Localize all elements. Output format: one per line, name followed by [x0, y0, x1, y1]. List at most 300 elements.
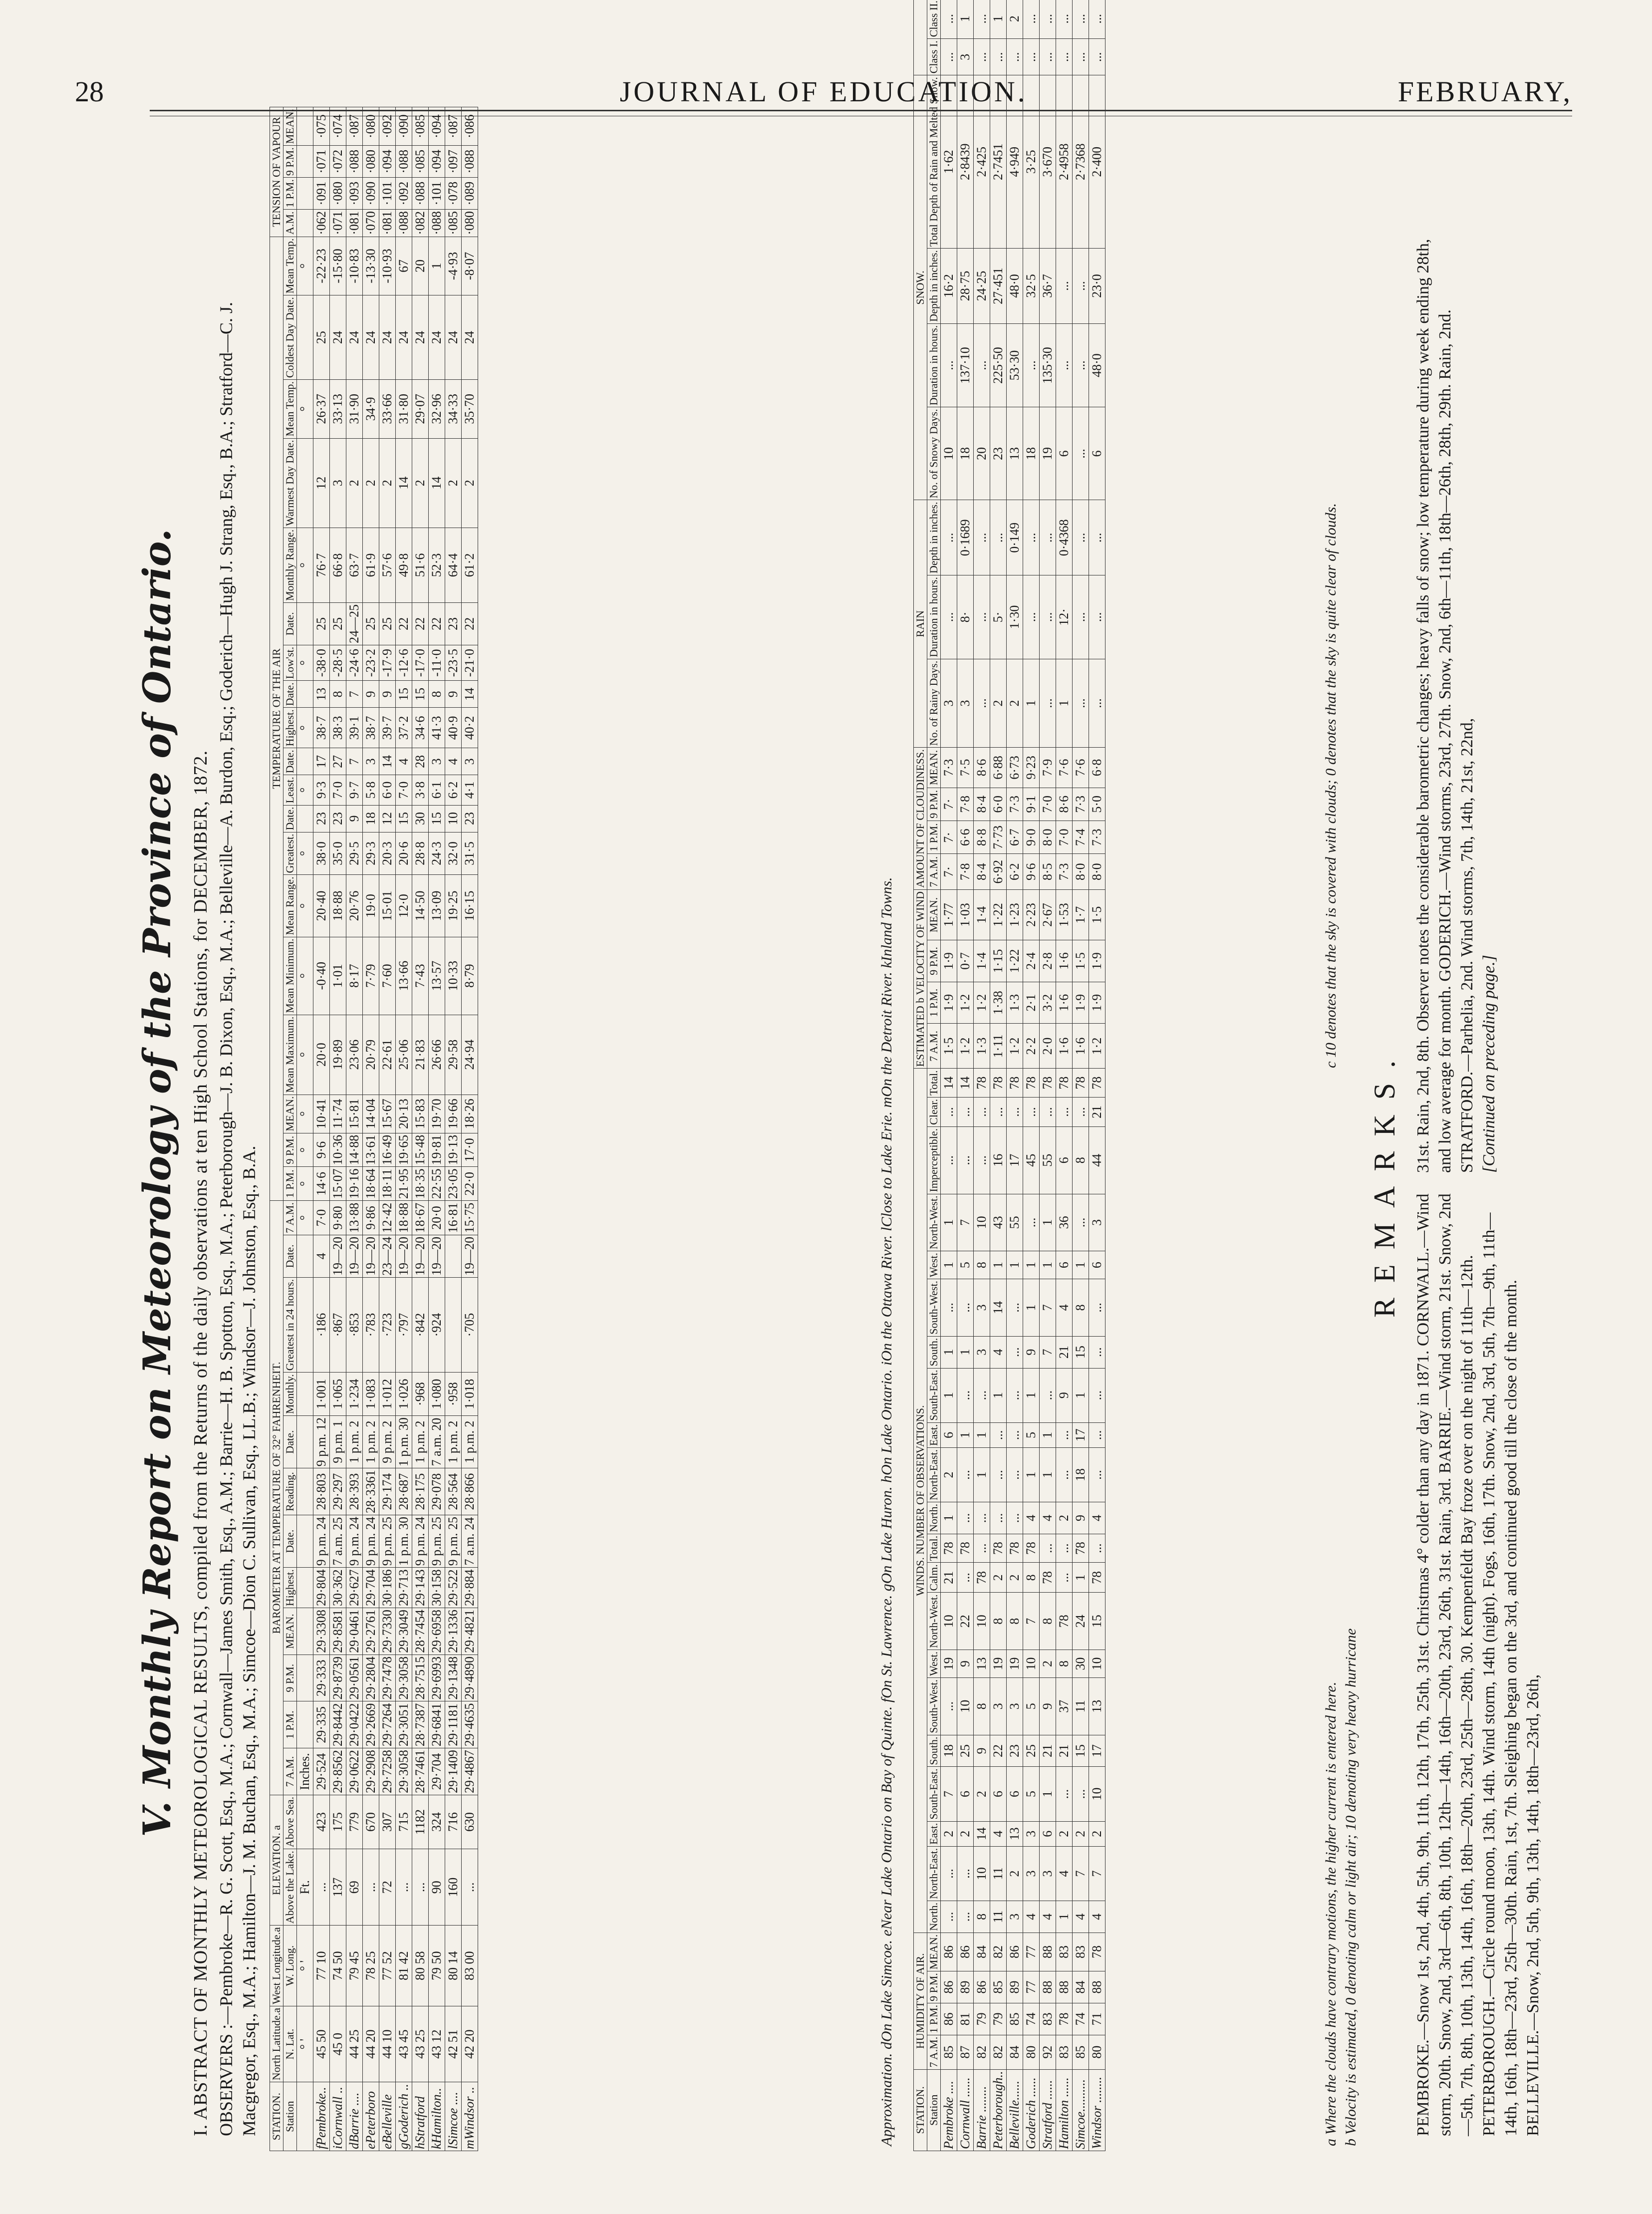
- table-cell: 7: [957, 1194, 974, 1251]
- table-cell: 29·5: [346, 832, 363, 875]
- table-cell: 10: [941, 407, 957, 500]
- table-cell: 29·7478: [379, 1655, 396, 1701]
- table-cell: 1: [957, 1422, 974, 1447]
- table-cell: -13·30: [363, 237, 379, 295]
- table-cell: ...: [941, 0, 957, 39]
- table-cell: ·842: [412, 1277, 429, 1372]
- table-cell: 18·26: [462, 1095, 478, 1133]
- column-header: Date.: [283, 681, 297, 708]
- table-cell: 7: [1040, 1336, 1056, 1368]
- table-cell: ·090: [363, 178, 379, 210]
- table-row: [313, 107, 330, 2151]
- table-cell: 1: [990, 1368, 1007, 1422]
- table-cell: 1·30: [1007, 575, 1023, 659]
- table-cell: 29·7330: [379, 1608, 396, 1655]
- table-cell: 1: [941, 1194, 957, 1251]
- table-cell: 24: [346, 295, 363, 380]
- table-cell: 1·6: [1056, 982, 1073, 1024]
- station-cell: Hamilton ......: [1056, 2069, 1073, 2151]
- table-cell: ·074: [330, 107, 346, 146]
- table-cell: 78: [1089, 1069, 1105, 1097]
- table-cell: 3·670: [1040, 75, 1056, 249]
- table-cell: 1: [1073, 1251, 1089, 1279]
- table-cell: 630: [462, 1795, 478, 1849]
- station-cell: iCornwall ..: [330, 2082, 346, 2151]
- table-cell: ...: [313, 1849, 330, 1926]
- table-cell: 1: [990, 1251, 1007, 1279]
- column-header: MEAN.: [283, 1608, 297, 1655]
- table-cell: ...: [1073, 323, 1089, 407]
- table-cell: 4: [1023, 1901, 1040, 1933]
- table-cell: 25: [313, 295, 330, 380]
- table-cell: 79: [990, 2003, 1007, 2035]
- table-cell: 28·803: [313, 1468, 330, 1515]
- table-cell: 7: [1023, 1593, 1040, 1650]
- column-header: West.: [927, 1251, 941, 1279]
- table-cell: 19: [990, 1650, 1007, 1678]
- table-cell: 80: [1023, 2035, 1040, 2069]
- table-cell: -12·6: [396, 645, 412, 680]
- table-cell: 44 10: [379, 2006, 396, 2082]
- table-cell: 3: [1023, 1821, 1040, 1846]
- table-cell: 86: [974, 1971, 990, 2003]
- table-cell: 1·012: [379, 1373, 396, 1416]
- table-cell: 24—25: [346, 602, 363, 645]
- table-cell: 4: [1056, 1846, 1073, 1901]
- table-cell: 7: [941, 1767, 957, 1821]
- table-cell: 78: [1007, 1069, 1023, 1097]
- footnote-locations: Approximation. dOn Lake Simcoe. eNear Lake Ontario on Bay of Quinte. fOn St. Lawrence. gOn Lake Huron. hOn Lake Ontario. iOn the Ottawa River. lClose to Lake Erie. mOn the Detroit River. kInland Towns.: [878, 877, 895, 2146]
- table-cell: 78: [1073, 1069, 1089, 1097]
- table-cell: ...: [1023, 1097, 1040, 1126]
- table-cell: ...: [1056, 1448, 1073, 1502]
- table-cell: 779: [346, 1795, 363, 1849]
- table-cell: 6·92: [990, 854, 1007, 889]
- table-cell: 7·6: [1056, 748, 1073, 788]
- table-cell: 23·0: [1089, 249, 1105, 324]
- table-cell: 76·7: [313, 528, 330, 602]
- table-cell: 81 42: [396, 1926, 412, 2006]
- table-cell: ·968: [412, 1373, 429, 1416]
- table-cell: 32·96: [429, 380, 445, 438]
- table-cell: 86: [941, 1971, 957, 2003]
- table-cell: 15·83: [412, 1095, 429, 1133]
- column-header: Highest.: [283, 1568, 297, 1608]
- table-cell: 9: [957, 1650, 974, 1678]
- table-cell: 8·6: [974, 748, 990, 788]
- table-cell: 1 p.m. 30: [396, 1416, 412, 1468]
- table-cell: 1: [941, 1336, 957, 1368]
- table-cell: 29·2908: [363, 1748, 379, 1795]
- table-cell: 29·8581: [330, 1608, 346, 1655]
- table-cell: 32·0: [445, 832, 462, 875]
- table-cell: 24: [330, 295, 346, 380]
- table-cell: 88: [1056, 1971, 1073, 2003]
- table-cell: 41·3: [429, 708, 445, 748]
- unit-cell: Ft.: [297, 1849, 313, 1926]
- table-cell: 88: [1040, 1933, 1056, 1971]
- station-cell: Peterborough..: [990, 2069, 1007, 2151]
- group-header: TEMPERATURE OF THE AIR: [270, 237, 283, 1200]
- unit-cell: [297, 1701, 313, 1748]
- column-header: Class II.: [927, 0, 941, 39]
- table-cell: 33·66: [379, 380, 396, 438]
- table-cell: -10·93: [379, 237, 396, 295]
- table-cell: 2·8: [1040, 940, 1056, 982]
- table-cell: 23: [462, 805, 478, 832]
- table-cell: 8·6: [1056, 788, 1073, 821]
- table-cell: 14: [990, 1279, 1007, 1337]
- table-cell: 29·335: [313, 1701, 330, 1748]
- table-cell: 1·03: [957, 889, 974, 940]
- table-cell: 37·2: [396, 708, 412, 748]
- table-cell: 25: [313, 602, 330, 645]
- table-cell: 3: [330, 438, 346, 528]
- table-cell: ·092: [396, 178, 412, 210]
- column-header: Station: [283, 2082, 297, 2151]
- table-cell: 14: [941, 1069, 957, 1097]
- table-cell: 10: [445, 805, 462, 832]
- table-cell: 2: [445, 438, 462, 528]
- table-row: [957, 0, 974, 2151]
- table-cell: 30·362: [330, 1568, 346, 1608]
- column-header: 7 A.M.: [283, 1748, 297, 1795]
- table-cell: 18: [363, 805, 379, 832]
- table-cell: 24: [445, 295, 462, 380]
- table-cell: 135·30: [1040, 323, 1056, 407]
- table-cell: 14: [429, 438, 445, 528]
- table-cell: 29·4867: [462, 1748, 478, 1795]
- table-cell: ...: [1023, 575, 1040, 659]
- table-cell: 32·5: [1023, 249, 1040, 324]
- column-header: 7 A.M.: [927, 2035, 941, 2069]
- table-cell: ·080: [363, 107, 379, 146]
- table-cell: 11: [990, 1846, 1007, 1901]
- table-cell: ·085: [445, 210, 462, 237]
- table-cell: 1: [1056, 1901, 1073, 1933]
- table-cell: ...: [1073, 0, 1089, 39]
- table-cell: 6: [957, 1767, 974, 1821]
- table-cell: 23: [1007, 1735, 1023, 1767]
- table-cell: 1 p.m. 2: [363, 1416, 379, 1468]
- table-cell: 36: [1056, 1194, 1073, 1251]
- table-cell: 45 50: [313, 2006, 330, 2082]
- table-cell: 9: [974, 1735, 990, 1767]
- column-header: Date.: [283, 602, 297, 645]
- table-cell: 23·05: [445, 1167, 462, 1201]
- table-cell: ...: [1007, 1502, 1023, 1534]
- table-cell: 6·0: [379, 775, 396, 805]
- column-header: 1 P.M.: [283, 178, 297, 210]
- table-cell: 21·83: [412, 1015, 429, 1095]
- table-cell: 225·50: [990, 323, 1007, 407]
- column-header: MEAN.: [927, 748, 941, 788]
- table-cell: 20·79: [363, 1015, 379, 1095]
- table-cell: 1 p.m. 2: [412, 1416, 429, 1468]
- table-cell: 16·49: [379, 1133, 396, 1167]
- table-cell: 3: [957, 659, 974, 747]
- column-header: Least.: [283, 775, 297, 805]
- table-cell: 19—20: [396, 1235, 412, 1277]
- table-cell: 29·297: [330, 1468, 346, 1515]
- table-cell: ...: [974, 1097, 990, 1126]
- table-cell: ...: [1056, 323, 1073, 407]
- group-header: WINDS. NUMBER OF OBSERVATIONS.: [914, 1069, 927, 1933]
- report-title: V. Monthly Report on Meteorology of the Province of Ontario.: [135, 529, 179, 1837]
- table-cell: 44 20: [363, 2006, 379, 2082]
- table-cell: 9·1: [1023, 788, 1040, 821]
- station-cell: eBelleville: [379, 2082, 396, 2151]
- remarks-column-1: PEMBROKE.—Snow 1st, 2nd, 4th, 5th, 9th, 11th, 12th, 17th, 25th, 31st. Christmas 4° colder than any day in 1871. CORNWALL.—Wind storm, 20th. Snow, 2nd, 3rd—6th, 8th, 10th, 12th—14th, 16th—20th, 23rd, 26th, 31st. Rain, 3rd. BARRIE.—Wind storm, 21st. Snow, 2nd—5th, 7th, 8th, 10th, 13th, 14th, 16th, 18th—20th, 23rd, 25th—28th, 30. Kempenfeldt Bay froze over on the night of 11th—12th. PETERBOROUGH.—Circle round moon, 13th, 14th. Wind storm, 14th (night). Fogs, 16th, 17th. Snow, 2nd, 3rd, 5th, 7th—9th, 11th—14th, 16th, 18th—23rd, 25th—30th. Rain, 1st, 7th. Sleighing began on the 3rd, and continued good till the close of the month. BELLEVILLE.—Snow, 2nd, 5th, 9th, 13th, 14th, 18th—23rd, 26th,: [1414, 1193, 1542, 2136]
- station-cell: ePeterboro: [363, 2082, 379, 2151]
- table-cell: 1182: [412, 1795, 429, 1849]
- table-row: [412, 107, 429, 2151]
- table-cell: 85: [1007, 2003, 1023, 2035]
- table-cell: 670: [363, 1795, 379, 1849]
- table-cell: 1·77: [941, 889, 957, 940]
- table-cell: ...: [1073, 659, 1089, 747]
- table-cell: 22·55: [429, 1167, 445, 1201]
- table-row: [396, 107, 412, 2151]
- table-cell: 14·6: [313, 1167, 330, 1201]
- group-header: ESTIMATED b VELOCITY OF WIND: [914, 889, 927, 1069]
- table-cell: 22: [412, 602, 429, 645]
- column-header: 1 P.M.: [283, 1701, 297, 1748]
- table-cell: 29·1336: [445, 1608, 462, 1655]
- table-cell: 85: [941, 2035, 957, 2069]
- table-cell: 19·65: [396, 1133, 412, 1167]
- table-cell: ...: [1023, 500, 1040, 575]
- table-cell: 83: [1073, 1933, 1089, 1971]
- table-cell: 78: [1056, 1069, 1073, 1097]
- table-cell: 42 51: [445, 2006, 462, 2082]
- table-cell: 8: [1073, 1279, 1089, 1337]
- table-cell: ...: [1089, 500, 1105, 575]
- table-cell: 9: [379, 681, 396, 708]
- table-cell: 8·0: [1089, 854, 1105, 889]
- table-cell: 10: [1089, 1767, 1105, 1821]
- table-cell: 2: [990, 659, 1007, 747]
- table-cell: ...: [990, 1097, 1007, 1126]
- table-cell: ·924: [429, 1277, 445, 1372]
- table-cell: ...: [1040, 500, 1056, 575]
- table-cell: ·088: [396, 146, 412, 178]
- table-cell: ·080: [330, 178, 346, 210]
- column-header: No. of Snowy Days.: [927, 407, 941, 500]
- table-cell: 8·0: [1040, 821, 1056, 854]
- table-cell: ...: [1056, 1097, 1073, 1126]
- unit-cell: °: [297, 645, 313, 680]
- table-cell: 19—20: [330, 1235, 346, 1277]
- table-cell: ...: [941, 1677, 957, 1735]
- table-cell: 13·66: [396, 937, 412, 1015]
- table-cell: ·853: [346, 1277, 363, 1372]
- table-cell: 15: [1073, 1336, 1089, 1368]
- unit-cell: ° ': [297, 1926, 313, 2006]
- table-cell: 29·2669: [363, 1701, 379, 1748]
- column-header: East.: [927, 1422, 941, 1447]
- table-cell: 1·018: [462, 1373, 478, 1416]
- table-cell: 24·25: [974, 249, 990, 324]
- table-cell: 29·6841: [429, 1701, 445, 1748]
- table-cell: 53·30: [1007, 323, 1023, 407]
- column-header: North-West.: [927, 1593, 941, 1650]
- table-cell: 18·11: [379, 1167, 396, 1201]
- table-cell: 29·524: [313, 1748, 330, 1795]
- table-cell: 6: [1089, 407, 1105, 500]
- table-cell: 24: [363, 295, 379, 380]
- table-cell: ...: [1089, 1534, 1105, 1562]
- table-cell: 716: [445, 1795, 462, 1849]
- table-cell: 35·70: [462, 380, 478, 438]
- table-cell: 1·9: [1089, 982, 1105, 1024]
- table-cell: 7·3: [941, 748, 957, 788]
- table-cell: 19·0: [363, 875, 379, 937]
- table-cell: ·085: [412, 107, 429, 146]
- table-cell: 78: [1089, 1933, 1105, 1971]
- table-cell: 4: [1040, 1502, 1056, 1534]
- table-cell: 6·2: [445, 775, 462, 805]
- table-cell: 6: [990, 1767, 1007, 1821]
- table-cell: 7 a.m. 20: [429, 1416, 445, 1468]
- table-cell: 84: [1007, 2035, 1023, 2069]
- table-cell: 83: [1056, 2035, 1073, 2069]
- table-cell: -28·5: [330, 645, 346, 680]
- table-cell: ...: [1073, 575, 1089, 659]
- table-cell: 1·22: [990, 889, 1007, 940]
- table-cell: 89: [1007, 1971, 1023, 2003]
- table-cell: 9 p.m. 25: [445, 1515, 462, 1567]
- table-cell: 9 p.m. 1: [330, 1416, 346, 1468]
- table-cell: ...: [1089, 39, 1105, 75]
- table-cell: 12·0: [396, 875, 412, 937]
- table-cell: 30·158: [429, 1568, 445, 1608]
- table-cell: 22: [462, 602, 478, 645]
- table-cell: 14·50: [412, 875, 429, 937]
- table-cell: 3: [1007, 1901, 1023, 1933]
- table-cell: 22: [429, 602, 445, 645]
- table-cell: 137·10: [957, 323, 974, 407]
- table-cell: 18: [1023, 407, 1040, 500]
- table-cell: 19: [941, 1650, 957, 1678]
- table-cell: 29·1409: [445, 1748, 462, 1795]
- table-cell: 9·6: [1023, 854, 1040, 889]
- table-cell: 1: [1023, 1368, 1040, 1422]
- table-cell: 2: [941, 1448, 957, 1502]
- table-cell: -11·0: [429, 645, 445, 680]
- remarks-column-2: [1412, 225, 1500, 1173]
- table-cell: 20·40: [313, 875, 330, 937]
- table-cell: 2: [346, 438, 363, 528]
- table-cell: ·085: [412, 146, 429, 178]
- table-cell: ...: [1056, 1534, 1073, 1562]
- table-cell: 29·8442: [330, 1701, 346, 1748]
- table-cell: 2·8439: [957, 75, 974, 249]
- table-cell: ...: [941, 1901, 957, 1933]
- table-cell: 66·8: [330, 528, 346, 602]
- table-cell: 7·4: [1073, 821, 1089, 854]
- table-cell: 29·2761: [363, 1608, 379, 1655]
- table-cell: 3: [974, 1279, 990, 1337]
- table-cell: 6: [1056, 407, 1073, 500]
- table-cell: ...: [957, 1448, 974, 1502]
- table-cell: ·088: [462, 146, 478, 178]
- table-cell: 1·22: [1007, 940, 1023, 982]
- column-header: Imperceptible.: [927, 1126, 941, 1194]
- table-cell: 1: [1023, 1279, 1040, 1337]
- table-cell: 19—20: [346, 1235, 363, 1277]
- table-cell: 29·7264: [379, 1701, 396, 1748]
- table-cell: 48·0: [1089, 323, 1105, 407]
- table-cell: 29·713: [396, 1568, 412, 1608]
- table-cell: 1·9: [1073, 982, 1089, 1024]
- table-cell: ·082: [412, 210, 429, 237]
- unit-cell: [297, 1277, 313, 1372]
- table-cell: 3: [462, 748, 478, 775]
- table-cell: 83: [1056, 1933, 1073, 1971]
- column-header: 7 A.M.: [927, 1024, 941, 1069]
- table-cell: 3: [1023, 1846, 1040, 1901]
- table-cell: 79 45: [346, 1926, 363, 2006]
- column-header: Greatest.: [283, 832, 297, 875]
- column-header: 7 A.M.: [927, 854, 941, 889]
- table-cell: ...: [957, 1502, 974, 1534]
- table-cell: 15: [1073, 1735, 1089, 1767]
- winds-rain-table: [913, 0, 1105, 2151]
- station-cell: Windsor ........: [1089, 2069, 1105, 2151]
- table-cell: 19—20: [462, 1235, 478, 1277]
- table-cell: -8·07: [462, 237, 478, 295]
- table-cell: 1·6: [1073, 1024, 1089, 1069]
- table-cell: 19—20: [429, 1235, 445, 1277]
- table-cell: 19·13: [445, 1133, 462, 1167]
- table-cell: 18·88: [330, 875, 346, 937]
- table-cell: 24·3: [429, 832, 445, 875]
- table-cell: 29·6958: [429, 1608, 445, 1655]
- table-cell: 16·2: [941, 249, 957, 324]
- table-cell: 10·36: [330, 1133, 346, 1167]
- table-cell: 4: [1089, 1502, 1105, 1534]
- unit-cell: [297, 2082, 313, 2151]
- table-cell: 1·5: [1073, 940, 1089, 982]
- table-cell: ...: [1089, 659, 1105, 747]
- unit-cell: [297, 1568, 313, 1608]
- table-cell: ·075: [313, 107, 330, 146]
- table-cell: 43 45: [396, 2006, 412, 2082]
- table-cell: 77: [1023, 1933, 1040, 1971]
- table-cell: 1: [1040, 1251, 1056, 1279]
- table-cell: 78: [1023, 1534, 1040, 1562]
- table-cell: 19·66: [445, 1095, 462, 1133]
- table-cell: 29·704: [363, 1568, 379, 1608]
- table-cell: 13: [1089, 1677, 1105, 1735]
- table-row: [1023, 0, 1040, 2151]
- table-row: [379, 107, 396, 2151]
- table-cell: ...: [974, 500, 990, 575]
- table-cell: 29·0422: [346, 1701, 363, 1748]
- table-cell: 29·8739: [330, 1655, 346, 1701]
- table-cell: 28·75: [957, 249, 974, 324]
- table-cell: 175: [330, 1795, 346, 1849]
- barometer-temperature-table: [270, 107, 478, 2151]
- column-header: 9 P.M.: [927, 788, 941, 821]
- table-cell: 23: [313, 805, 330, 832]
- table-cell: 55: [1040, 1126, 1056, 1194]
- table-cell: 9·80: [330, 1201, 346, 1235]
- table-cell: ...: [1040, 1368, 1056, 1422]
- table-cell: 18: [957, 407, 974, 500]
- table-cell: 28·866: [462, 1468, 478, 1515]
